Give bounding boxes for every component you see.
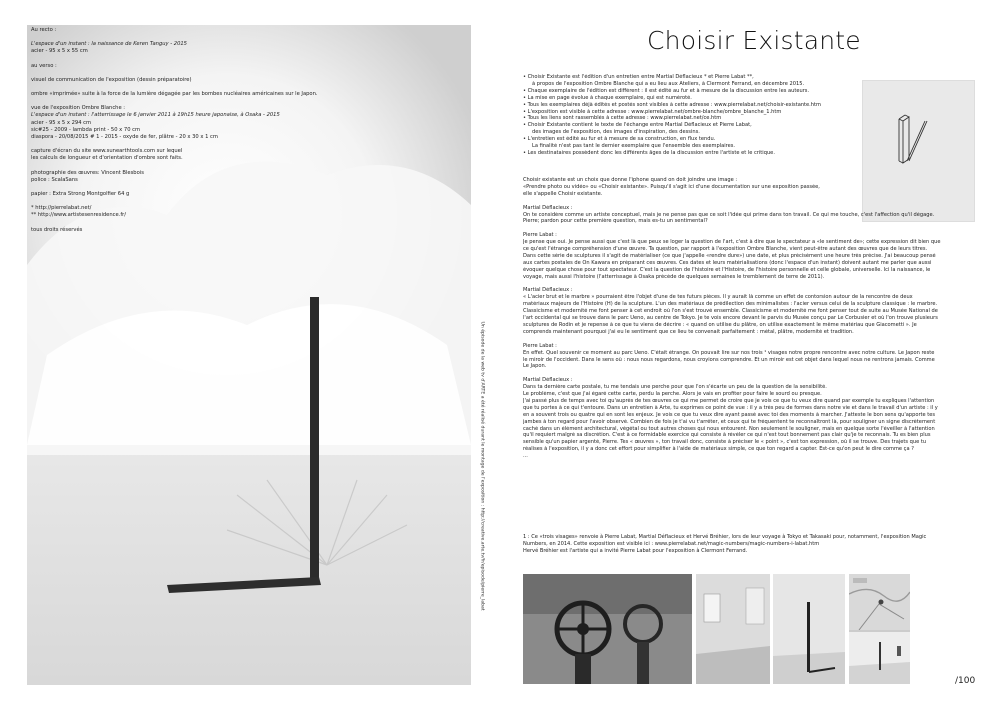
text-line: Dans ta dernière carte postale, tu me tendais une perche pour que l'on s'écarte un peu de la question de la sensibilité. [523,384,827,391]
speaker-label: Martial Déflacieux : [523,287,573,294]
credits-line: capture d'écran du site www.sunearthtools.com sur lequel [31,148,183,155]
thumbnail-sculpture-photo [773,574,845,684]
credits-line: L'espace d'un instant : l'atterrissage le 6 janvier 2011 à 19h15 heure japonaise, à Osaka - 2015 [31,112,280,119]
speaker-label: Martial Déflacieux : [523,204,573,211]
thumbnail-installation-photo [849,632,910,684]
speaker-label: Pierre Labat : [523,232,557,239]
text-line: elle s'appelle Choisir existante. [523,190,603,197]
text-line: matériaux majeurs de l'Histoire (H) de la sculpture. L'un des matériaux de prédilection des minimalistes : l'acier versus celui de la sculpture classique : le marbre. [523,301,938,308]
bullet-item: • L'entretien est édité au fur et à mesure de sa construction, en flux tendu. [523,136,716,143]
footnote [523,534,978,555]
text-line: aux cartes postales de On Kawara en préparant ces œuvres. Ces dates et leurs matérialisations (donc l'espace d'un instant) doivent autant me parler que aussi [523,259,932,266]
bullet-item: des images de l'exposition, des images d'inspiration, des dessins. [532,129,700,136]
credits-line: acier - 95 x 5 x 294 cm [31,119,92,126]
bullet-item: • L'exposition est visible à cette adresse : www.pierrelabat.net/ombre-blanche/ombre_blanche_1.htm [523,108,782,115]
credits-line: visuel de communication de l'exposition (dessin préparatoire) [31,76,192,83]
credits-line: papier : Extra Strong Montgolfier 64 g [31,191,130,198]
text-line: En effet. Quel souvenir ce moment au parc Ueno. C'était étrange. On pouvait lire sur nos trois ¹ visages notre propre rencontre avec notre culture. Le Japon reste [523,349,935,356]
bullet-item: • Choisir Existante est l'édition d'un entretien entre Martial Déflacieux * et Pierre Labat **, [523,74,754,80]
intro-bullets [523,74,853,157]
text-line: réalises à l'exposition, il y a donc cet effort pour simplifier à l'aide de matériaux simple, ce que ton regard a capter. Est-ce qu'on peut le dire comme ça ? [523,446,914,453]
page-number: /100 [955,676,976,686]
text-line: ce qu'est l'étrange compréhension d'une œuvre. Ta question, par rapport à l'exposition Ombre Blanche, vient peut-être autant des œuvres que de leurs titres. [523,246,928,253]
text-line: Le Japon. [523,363,547,370]
speaker-label: Pierre Labat : [523,342,557,349]
credits-line: acier - 95 x 5 x 55 cm [31,48,88,55]
footnote-line: 1 : Ce «trois visages» renvoie à Pierre Labat, Martial Déflacieux et Hervé Bréhier, lors de leur voyage à Tokyo et Takasaki pour, notamment, l'exposition Magic [523,534,927,540]
vertical-note [478,322,485,682]
footnote-line: Numbers, en 2014. Cette exposition est visible ici : www.pierrelabat.net/magic-numbers/magic-numbers-i-labat.htm [523,540,820,547]
text-line: Pierre; pardon pour cette première question, mais es-tu un sentimental? [523,218,708,225]
credits-line: tous droits réservés [31,226,83,233]
credits-block [31,27,361,241]
text-line: que tu portes à ce qui t'entoure. Dans un entretien à Arte, tu exprimes ce point de vue : il y a très peu de formes dans notre vie et dans le travail d'un artiste : il y [523,404,938,411]
text-line: voyage, mais aussi l'histoire (l'atterrissage à Osaka précède de quelques semaines le tremblement de terre de 2011). [523,273,825,280]
text-line: sculptures de Rodin et je repense à ce que tu viens de décrire : « quand on utilise du plâtre, on utilise exactement le même matériau que Giacometti ». Je [523,321,917,328]
text-line: Choisir existante est un choix que donne l'iphone quand on doit joindre une image : [523,177,738,183]
text-line: en a souvent trois ou quatre qui en sont les enjeux. Je vois ce que tu veux dire ayant passé avec toi des moments à marcher. J'atteste le bon sens qu'apporte tes [523,411,936,418]
credits-line: ombre «imprimée» suite à la force de la lumière dégagée par les bombes nucléaires américaines sur le Japon. [31,91,318,98]
text-line: J'ai passé plus de temps avec toi qu'auprès de tes œuvres ce qui me permet de croire que je vois ce que tu veux dire quand par exemple tu expliques l'attention [523,397,935,404]
page-title: Choisir Existante [647,26,861,55]
credits-line: L'espace d'un instant : la naissance de Keren Tanguy - 2015 [31,41,187,48]
thumbnail-room-photo [696,574,770,684]
bullet-item: • Les destinataires possèdent donc les différents âges de la discussion entre l'artiste et le critique. [523,149,775,156]
credits-link[interactable]: * http://pierrelabat.net/ [31,205,92,212]
bullet-item: • Chaque exemplaire de l'édition est différent : il est édité au fur et à mesure de la discussion entre les auteurs. [523,87,810,94]
text-line: évoquer quelque chose pour tout spectateur. C'est la question de l'histoire et l'Histoire, de l'histoire personnelle et celle globale, universelle. Ici la naissance, le [523,266,931,273]
text-line: «Prendre photo ou vidéo» ou «Choisir existante». Puisqu'il s'agit ici d'une documentation sur une exposition passée, [523,183,820,190]
credits-line: vue de l'exposition Ombre Blanche : [31,105,126,112]
speaker-label: Martial Déflacieux : [523,377,573,384]
bullet-item: • La mise en page évolue à chaque exemplaire, qui est numéroté. [523,94,692,101]
credits-line: photographie des œuvres: Vincent Blesbois [31,169,144,176]
text-line: Dans cette série de sculptures il s'agit de matérialiser (ce que j'appelle «rendre dure») une date, et plus précisément une heure très précise. J'ai beaucoup pensé [523,252,936,259]
credits-link[interactable]: ** http://www.artistesenresidence.fr/ [31,212,127,219]
text-line: On te considère comme un artiste conceptuel, mais je ne pense pas que ce soit l'idée qui prime dans ton travail. Ce qui me touche, c'est l'affection qu'il dégage. [523,211,935,218]
bullet-item: • Choisir Existante contient le texte de l'échange entre Martial Déflacieux et Pierre Labat, [523,122,752,129]
vertical-note-text[interactable]: Un épisode de la web tv d'ARTE a été réalisé durant le montage de l'exposition : http://creative.arte.tv/fr/episode/pierre_labat [479,321,485,611]
credits-line: diaspora - 20/08/2015 # 1 - 2015 - oxyde de fer, plâtre - 20 x 30 x 1 cm [31,134,218,141]
thumbnail-valves-photo [523,574,692,684]
footnote-line: Hervé Bréhier est l'artiste qui a invité Pierre Labat pour l'exposition à Clermont Ferrand. [523,547,748,554]
credits-line: les calculs de longueur et d'orientation d'ombre sont faits. [31,155,183,162]
credits-line: police : ScalaSans [31,176,78,183]
text-line: sensible qu'un papier argenté, Pierre. Tes « œuvres », ton travail donc, consiste à préciser le « point », c'est ton expression, où il se trouve. Des trajets que tu [523,439,927,446]
text-line: le miroir de l'occident. Dans le sens où : nous nous regardons, nous croyions comprendre. Et un miroir est cet objet dans lequel nous ne rentrons jamais. Comme [523,356,935,363]
bullet-item: à propos de l'exposition Ombre Blanche qui a eu lieu aux Ateliers, à Clermont Ferrand, en décembre 2015. [532,80,805,87]
credits-line: au verso : [31,62,57,69]
interview-text [523,177,978,467]
text-line: jambes à ton regard pour l'avoir observé. Combien de fois je t'ai vu t'arrêter, et ceux qui te fréquentent te reconnaîtront là, pour souligner un signe discrètement [523,418,936,425]
text-line: Je pense que oui. Je pense aussi que c'est là que peux se loger la question de l'art, c'est à dire que le spectateur a «le sentiment de»; cette expression dit bien que [523,239,941,246]
credits-line: sic#25 - 2009 - lambda print - 50 x 70 cm [31,126,141,133]
text-line: caché dans un élément architectural, végétal ou tout autres choses qui nous entourent. Non seulement le souligner, mais en quelque sorte l'éveiller à l'attention [523,425,935,432]
text-line: Classicisme et modernité me font penser à cet endroit où l'on s'est trouvé ensemble. Classicisme et modernité me font penser tout de suite au Musée National de [523,308,938,315]
bullet-item: • Tous les exemplaires déjà édités et postés sont visibles à cette adresse : www.pierrelabat.net/choisir-existante.htm [523,101,821,108]
bullet-item: La finalité n'est pas tant le dernier exemplaire que l'ensemble des exemplaires. [532,143,736,150]
credits-line: Au recto : [31,27,57,33]
bullet-item: • Tous les liens sont rassemblés à cette adresse : www.pierrelabat.net/ce.htm [523,115,722,122]
text-line: ... [523,453,528,460]
text-line: « L'acier brut et le marbre » pourraient être l'objet d'une de tes futurs pièces. Il y aurait là comme un effet de contorsion autour de la rencontre de deux [523,294,913,301]
text-line: qu'il requiert malgré sa discrétion. C'est à ce formidable exercice qui consiste à révéler ce qui n'est tout bonnement pas clair qu'je te reconnais. Tu es bien plus [523,432,931,439]
text-line: comprends maintenant pourquoi j'ai eu le sentiment que ce lieu te convenait parfaitement : métal, plâtre, modernité et tradition. [523,328,854,335]
text-line: Le problème, c'est que j'ai égaré cette carte, perdu la perche. Alors je vais en profiter pour faire le sourd ou presque. [523,391,822,398]
text-line: l'art occidental qui se trouve dans le parc Ueno, au centre de Tokyo. Je te vois encore devant le parvis du Musée conçu par Le Corbusier et où l'on trouve plusieurs [523,315,938,322]
